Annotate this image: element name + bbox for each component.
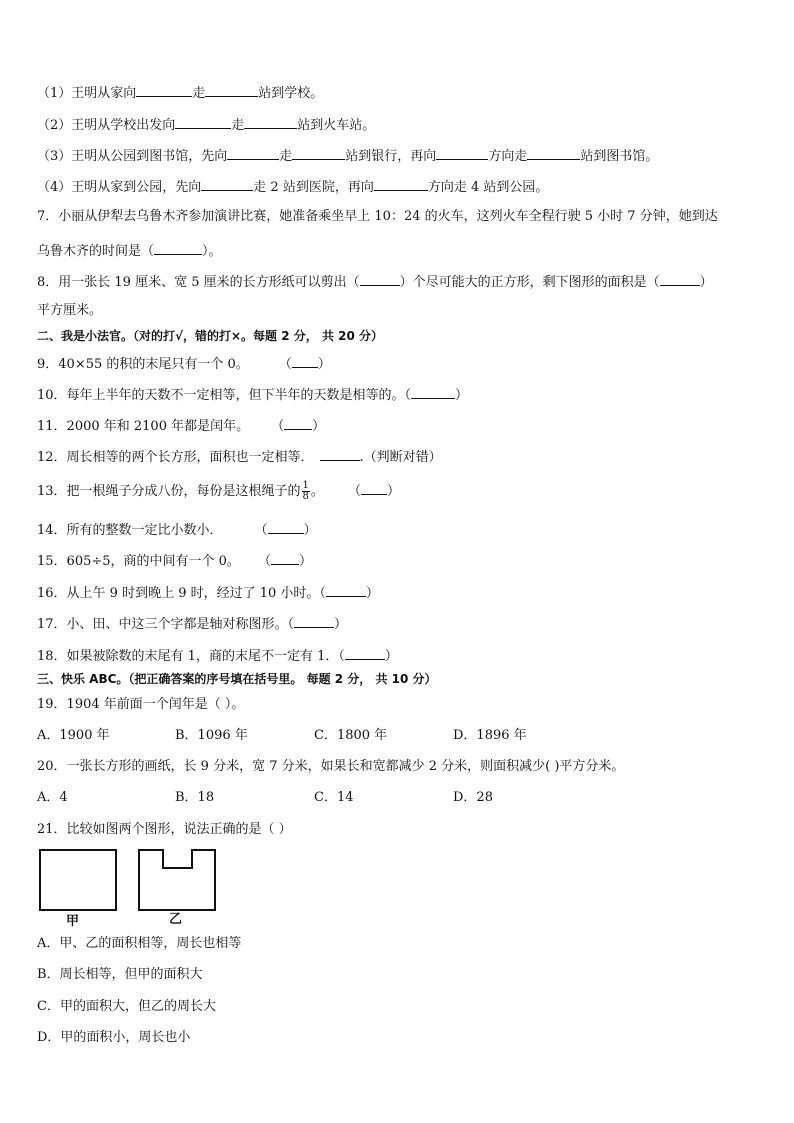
q13: 13．把一根绳子分成八份，每份是这根绳子的 $\frac{1}{8}$ 。 （ ） bbox=[37, 480, 400, 502]
q21-option-d[interactable]: D．甲的面积小，周长也小 bbox=[37, 1030, 191, 1045]
q8-line-2: 平方厘米。 bbox=[37, 303, 103, 318]
answer-blank[interactable] bbox=[294, 613, 334, 628]
answer-blank[interactable] bbox=[326, 582, 366, 597]
q20-option-d[interactable]: D．28 bbox=[453, 790, 493, 805]
blank[interactable] bbox=[175, 114, 231, 129]
q6-line-2: （2）王明从学校出发向 走 站到火车站。 bbox=[37, 114, 375, 135]
answer-blank[interactable] bbox=[345, 645, 385, 660]
blank[interactable] bbox=[227, 145, 279, 160]
q12: 12．周长相等的两个长方形，面积也一定相等． .（判断对错） bbox=[37, 446, 442, 467]
q19-option-c[interactable]: C．1800 年 bbox=[314, 728, 388, 743]
answer-blank[interactable] bbox=[284, 415, 312, 430]
blank[interactable] bbox=[205, 82, 258, 97]
q21-option-c[interactable]: C．甲的面积大，但乙的周长大 bbox=[37, 999, 216, 1014]
q20-stem: 20．一张长方形的画纸，长 9 分米，宽 7 分米，如果长和宽都减少 2 分米，则面积减少( )平方分米。 bbox=[37, 759, 625, 774]
q21-option-b[interactable]: B．周长相等，但甲的面积大 bbox=[37, 967, 203, 982]
q21-stem: 21．比较如图两个图形，说法正确的是（ ） bbox=[37, 822, 292, 837]
answer-blank[interactable] bbox=[361, 480, 387, 495]
figure-jia-label: 甲 bbox=[66, 914, 80, 929]
q19-option-a[interactable]: A．1900 年 bbox=[37, 728, 110, 743]
blank[interactable] bbox=[374, 176, 428, 191]
q6-line-3: （3）王明从公园到图书馆，先向 走 站到银行，再向 方向走 站到图书馆。 bbox=[37, 145, 658, 166]
q9: 9．40×55 的积的末尾只有一个 0。 （ ） bbox=[37, 353, 331, 374]
figure-yi-label: 乙 bbox=[169, 912, 183, 927]
q20-option-b[interactable]: B．18 bbox=[175, 790, 215, 805]
blank[interactable] bbox=[244, 114, 297, 129]
q19-option-b[interactable]: B．1096 年 bbox=[175, 728, 248, 743]
answer-blank[interactable] bbox=[320, 446, 360, 461]
q8-line-1: 8．用一张长 19 厘米、宽 5 厘米的长方形纸可以剪出（ ）个尽可能大的正方形，剩下图形的面积是（ ） bbox=[37, 271, 713, 292]
q21-option-a[interactable]: A．甲、乙的面积相等，周长也相等 bbox=[37, 936, 242, 951]
blank[interactable] bbox=[136, 82, 192, 97]
q21-figures bbox=[38, 848, 220, 912]
answer-blank[interactable] bbox=[292, 353, 318, 368]
q14: 14．所有的整数一定比小数小． （ ） bbox=[37, 519, 317, 540]
figure-yi-notched-shape bbox=[139, 850, 215, 910]
blank[interactable] bbox=[527, 145, 580, 160]
q16: 16．从上午 9 时到晚上 9 时，经过了 10 小时。（ ） bbox=[37, 582, 379, 603]
answer-blank[interactable] bbox=[360, 271, 400, 286]
q18: 18．如果被除数的末尾有 1，商的末尾不一定有 1．（ ） bbox=[37, 645, 398, 666]
q19-stem: 19．1904 年前面一个闰年是（ ）。 bbox=[37, 697, 245, 712]
q17: 17．小、田、中这三个字都是轴对称图形。（ ） bbox=[37, 613, 347, 634]
q19-option-d[interactable]: D．1896 年 bbox=[453, 728, 527, 743]
answer-blank[interactable] bbox=[268, 519, 304, 534]
blank[interactable] bbox=[292, 145, 345, 160]
q10: 10．每年上半年的天数不一定相等，但下半年的天数是相等的。（ ） bbox=[37, 384, 468, 405]
answer-blank[interactable] bbox=[660, 271, 700, 286]
blank[interactable] bbox=[201, 176, 253, 191]
q6-line-4: （4）王明从家到公园，先向 走 2 站到医院，再向 方向走 4 站到公园。 bbox=[37, 176, 548, 197]
section-3-heading: 三、快乐 ABC。（把正确答案的序号填在括号里。 每题 2 分， 共 10 分） bbox=[37, 672, 437, 686]
answer-blank[interactable] bbox=[411, 384, 455, 399]
q20-option-a[interactable]: A．4 bbox=[37, 790, 68, 805]
q11: 11．2000 年和 2100 年都是闰年。 （ ） bbox=[37, 415, 325, 436]
q7-line-1: 7．小丽从伊犁去乌鲁木齐参加演讲比赛，她准备乘坐早上 10：24 的火车，这列火车全程行驶 5 小时 7 分钟，她到达 bbox=[37, 209, 718, 224]
figure-jia-rectangle bbox=[40, 850, 116, 910]
section-2-heading: 二、我是小法官。（对的打√，错的打×。每题 2 分， 共 20 分） bbox=[37, 329, 383, 343]
q15: 15．605÷5，商的中间有一个 0。 （ ） bbox=[37, 550, 312, 571]
fraction-one-eighth: $\frac{1}{8}$ bbox=[302, 480, 309, 502]
blank[interactable] bbox=[436, 145, 488, 160]
q20-option-c[interactable]: C．14 bbox=[314, 790, 354, 805]
answer-blank[interactable] bbox=[271, 550, 299, 565]
q7-line-2: 乌鲁木齐的时间是（ ）。 bbox=[37, 240, 222, 261]
q6-line-1: （1）王明从家向 走 站到学校。 bbox=[37, 82, 323, 103]
answer-blank[interactable] bbox=[154, 240, 202, 255]
